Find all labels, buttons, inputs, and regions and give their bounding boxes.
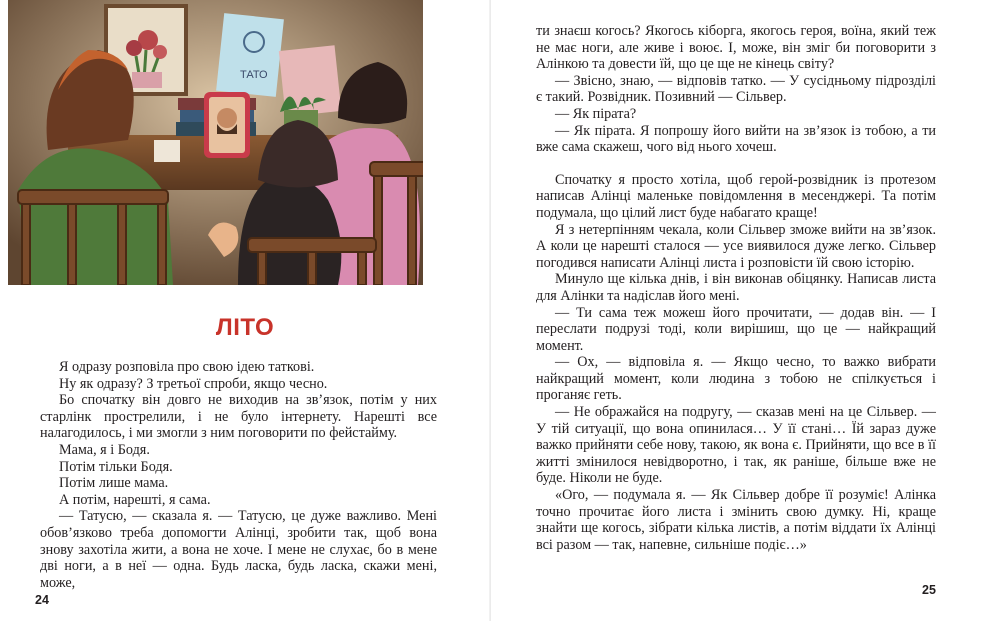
paragraph: Я з нетерпінням чекала, коли Сільвер зможе вийти на зв’язок. А коли це нарешті сталося — усе виявилося дуже легко. Сільвер погодився написати Алінці листа і розповісти їй свою історію. [536, 221, 936, 271]
poster-text: ТАТО [240, 69, 268, 81]
page-number-left: 24 [35, 593, 49, 607]
paragraph: — Звісно, знаю, — відповів татко. — У сусідньому підрозділі є такий. Розвідник. Позивний — Сільвер. [536, 72, 936, 106]
paragraph: «Ого, — подумала я. — Як Сільвер добре її розуміє! Алінка точно прочитає його листа і змінить свою думку. Ні, краще знайти ще когось, зібрати кілька листів, а потім віддати їх Алінці всі разом — так, напевне, сильніше подіє…» [536, 487, 936, 553]
paragraph: — Ти сама теж можеш його прочитати, — додав він. — І переслати подрузі тоді, коли вирішиш, що це — найкращий момент. [536, 304, 936, 354]
paragraph: — Не ображайся на подругу, — сказав мені на це Сільвер. — У тій ситуації, що вона опинилася… У її стані… Їй зараз дуже важко прийняти себе нову, такою, як вона є. Прийняти, що все в її житті змінилося невідворотно, і так, як раніше, більше вже не буде. Ніколи не буде. [536, 404, 936, 487]
family-video-call-illustration [8, 0, 423, 285]
right-page-text [536, 23, 936, 553]
paragraph: Бо спочатку він довго не виходив на зв’язок, потім у них старлінк прострелили, і не було інтернету. Нарешті все налагодилось, і ми змогли з ним поговорити по фейстайму. [40, 392, 437, 442]
chapter-title: ЛІТО [215, 314, 275, 341]
paragraph: Спочатку я просто хотіла, щоб герой-розвідник із протезом написав Алінці маленьке повідомлення в месенджері. Та потім подумала, що цілий лист буде набагато краще! [536, 171, 936, 221]
paragraph: Минуло ще кілька днів, і він виконав обіцянку. Написав листа для Алінки та надіслав його мені. [536, 271, 936, 304]
left-page-text [40, 359, 437, 591]
paragraph: — Ох, — відповіла я. — Якщо чесно, то важко вибрати найкращий момент, коли людина з тобою не спілкується і проганяє геть. [536, 354, 936, 404]
book-gutter [489, 0, 491, 621]
paragraph: ти знаєш когось? Якогось кіборга, якогось героя, воїна, який теж не має ноги, але живе і воює. І, може, він зміг би поговорити з Алінкою та довести їй, що це ще не кінець світу? [536, 23, 936, 73]
paragraph: Мама, я і Бодя. [59, 441, 150, 458]
paragraph: А потім, нарешті, я сама. [59, 491, 211, 508]
left-page [0, 0, 490, 621]
paragraph: Потім лише мама. [59, 475, 169, 492]
paragraph: Я одразу розповіла про свою ідею таткові. [59, 359, 315, 375]
paragraph: — Як пірата. Я попрошу його вийти на зв’язок із тобою, а ти вже сама скажеш, чого від нього хочеш. [536, 122, 936, 156]
paragraph: Ну як одразу? З третьої спроби, якщо чесно. [59, 375, 328, 392]
paragraph: — Татусю, — сказала я. — Татусю, це дуже важливо. Мені обов’язково треба допомогти Алінці, зробити так, щоб вона знову захотіла жити, а вона не хоче. І мене не слухає, бо в мене дві ноги, а в неї — одна. Будь ласка, будь ласка, скажи мені, може, [40, 508, 437, 591]
paragraph: — Як пірата? [555, 105, 637, 122]
page-number-right: 25 [922, 583, 936, 597]
paragraph: Потім тільки Бодя. [59, 458, 173, 475]
